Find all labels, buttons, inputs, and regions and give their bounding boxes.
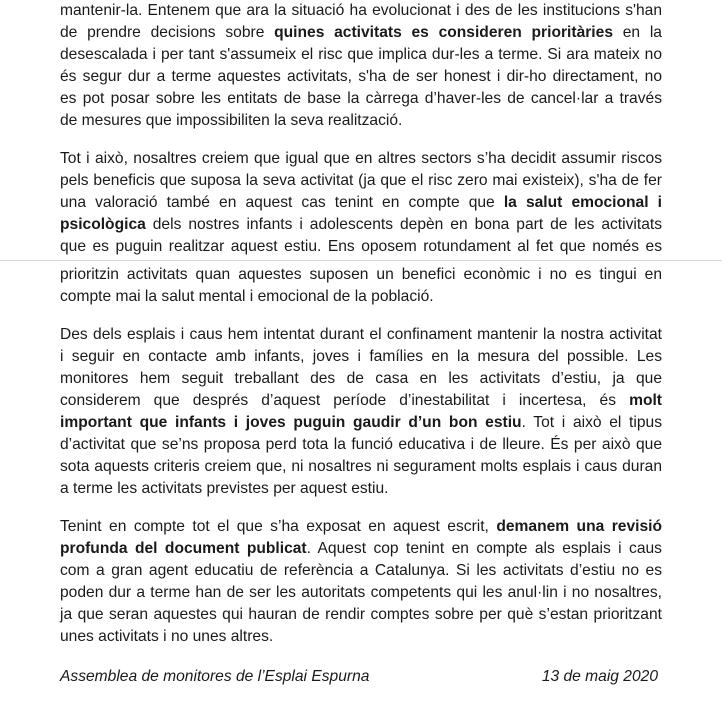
text-line (60, 478, 662, 500)
text-line (60, 434, 662, 456)
text-line (60, 412, 662, 434)
text-line (60, 264, 662, 286)
text-run: prioritzin activitats quan aquestes suposen un benefici econòmic i no es tingui en (60, 266, 662, 283)
text-line (60, 236, 662, 258)
text-run: compte mai la salut mental i emocional de la població. (60, 288, 434, 305)
text-run: Tot i això, nosaltres creiem que igual que en altres sectors s’ha decidit assumir riscos (60, 150, 662, 167)
text-line (60, 324, 662, 346)
signature-date: 13 de maig 2020 (541, 668, 658, 685)
text-run: Des dels esplais i caus hem intentat durant el confinament mantenir la nostra activitat (60, 326, 662, 343)
text-line (60, 626, 662, 648)
text-run: es pot posar sobre les entitats de base la càrrega d’haver-les de cancel·lar a través (60, 90, 662, 107)
text-line (60, 66, 662, 88)
text-line (60, 346, 662, 368)
text-run: poden dur a terme han de ser les autoritats competents qui les anul·lin i no nosaltres, (60, 584, 662, 601)
text-run: pels beneficis que suposa la seva activitat (ja que el risc zero mai existeix), s'ha de fer (60, 172, 662, 189)
text-run: d’activitat que se’ns proposa perd tota la funció educativa i de lleure. És per això que (60, 436, 662, 453)
text-line (60, 456, 662, 478)
text-line (60, 582, 662, 604)
text-run: monitores hem seguit treballant des de casa en les activitats d’estiu, ja que (60, 370, 662, 387)
text-run: . Aquest cop tenint en compte als esplais i caus (306, 540, 662, 557)
text-run: mantenir-la. Entenem que ara la situació ha evolucionat i des de les institucions s'han (60, 2, 662, 19)
text-run: i seguir en contacte amb infants, joves i famílies en la mesura del possible. Les (60, 348, 662, 365)
text-run: és segur dur a terme aquestes activitats, s'ha de ser honest i dir-ho directament, no (60, 68, 662, 85)
bold-text: molt (629, 392, 662, 409)
text-run: que es puguin realitzar aquest estiu. Ens oposem rotundament al fet que només es (60, 238, 662, 255)
text-line (60, 110, 662, 132)
text-run: desescalada i per tant s'assumeix el risc que implica dur-les a terme. Si ara mateix no (60, 46, 662, 63)
text-run: en la (613, 24, 662, 41)
text-line (60, 0, 662, 22)
text-line (60, 148, 662, 170)
text-line (60, 192, 662, 214)
text-line (60, 214, 662, 236)
text-run: . Tot i això el tipus (521, 414, 662, 431)
text-run: dels nostres infants i adolescents depèn en bona part de les activitats (145, 216, 662, 233)
text-line (60, 44, 662, 66)
bold-text: profunda del document publicat (60, 540, 307, 557)
text-line (60, 368, 662, 390)
bold-text: psicològica (60, 216, 146, 233)
text-line (60, 560, 662, 582)
text-line (60, 390, 662, 412)
text-run: sota aquests criteris creiem que, ni nosaltres ni segurament molts esplais i caus duran (60, 458, 662, 475)
text-run: de mesures que impossibiliten la seva realització. (60, 112, 403, 129)
bold-text: demanem una revisió (496, 518, 662, 535)
text-run: ja que seran aquestes qui hauran de rendir comptes sobre per què s’estan prioritzant (60, 606, 662, 623)
text-run: de prendre decisions sobre (60, 24, 275, 41)
text-line (60, 170, 662, 192)
text-run: una valoració també en aquest cas tenint en compte que (60, 194, 504, 211)
signature-author: Assemblea de monitores de l’Esplai Espurna (60, 668, 370, 685)
text-run: unes activitats i no unes altres. (60, 628, 274, 645)
text-line (60, 88, 662, 110)
text-run: considerem que després d’aquest període d’inestabilitat i incertesa, és (60, 392, 630, 409)
bold-text: la salut emocional i (503, 194, 662, 211)
text-run: a terme les activitats previstes per aquest estiu. (60, 480, 389, 497)
text-run: com a gran agent educatiu de referència a Catalunya. Si les activitats d’estiu no es (60, 562, 662, 579)
text-line (60, 286, 662, 308)
text-line (60, 604, 662, 626)
text-line (60, 22, 662, 44)
bold-text: quines activitats es consideren prioritàries (274, 24, 613, 41)
text-line (60, 538, 662, 560)
text-line (60, 516, 662, 538)
bold-text: important que infants i joves puguin gaudir d’un bon estiu (60, 414, 522, 431)
page-fold-line (0, 260, 722, 261)
text-run: Tenint en compte tot el que s’ha exposat en aquest escrit, (60, 518, 497, 535)
